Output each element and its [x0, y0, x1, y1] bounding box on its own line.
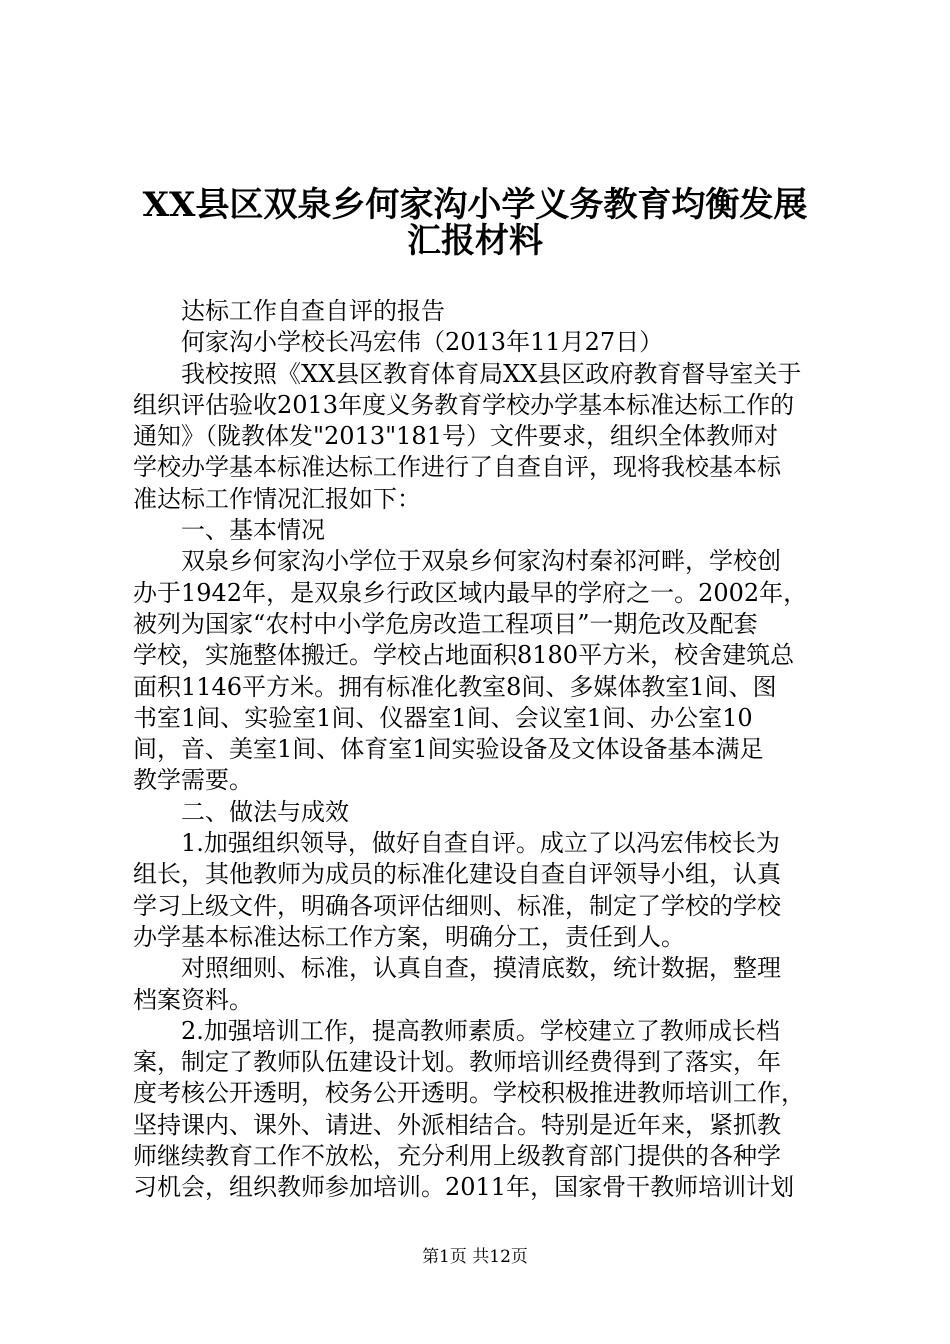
- body-line: 习机会，组织教师参加培训。2011年，国家骨干教师培训计划: [133, 1173, 795, 1202]
- body-line: 我校按照《XX县区教育体育局XX县区政府教育督导室关于: [181, 359, 802, 388]
- document-body: [133, 296, 835, 1204]
- body-line: 书室1间、实验室1间、仪器室1间、会议室1间、办公室10: [133, 703, 753, 732]
- body-line: 何家沟小学校长冯宏伟（2013年11月27日）: [181, 328, 664, 357]
- body-line: 1.加强组织领导，做好自查自评。成立了以冯宏伟校长为: [181, 829, 780, 858]
- body-line: 组织评估验收2013年度义务教育学校办学基本标准达标工作的: [133, 390, 795, 419]
- document-title-line-2: 汇报材料: [407, 221, 543, 261]
- body-line: 双泉乡何家沟小学位于双泉乡何家沟村秦祁河畔，学校创: [181, 547, 781, 576]
- body-line: 办学基本标准达标工作方案，明确分工，责任到人。: [133, 922, 685, 951]
- body-line: 坚持课内、课外、请进、外派相结合。特别是近年来，紧抓教: [133, 1110, 781, 1139]
- body-line: 对照细则、标准，认真自查，摸清底数，统计数据，整理: [181, 954, 781, 983]
- body-line: 2.加强培训工作，提高教师素质。学校建立了教师成长档: [181, 1016, 780, 1045]
- page-footer: 第1页 共12页: [422, 1247, 528, 1267]
- body-line: 间，音、美室1间、体育室1间实验设备及文体设备基本满足: [133, 735, 764, 764]
- body-line: 办于1942年，是双泉乡行政区域内最早的学府之一。2002年，: [133, 578, 808, 607]
- body-line: 面积1146平方米。拥有标准化教室8间、多媒体教室1间、图: [133, 672, 777, 701]
- section-heading: 一、基本情况: [181, 516, 325, 545]
- document-title-line-1: XX县区双泉乡何家沟小学义务教育均衡发展: [142, 185, 808, 225]
- body-line: 通知》（陇教体发"2013"181号）文件要求，组织全体教师对: [133, 422, 778, 451]
- body-line: 学校办学基本标准达标工作进行了自查自评，现将我校基本标: [133, 453, 781, 482]
- body-line: 案，制定了教师队伍建设计划。教师培训经费得到了落实，年: [133, 1048, 781, 1077]
- body-line: 组长，其他教师为成员的标准化建设自查自评领导小组，认真: [133, 860, 781, 889]
- body-line: 达标工作自查自评的报告: [181, 297, 445, 325]
- body-line: 学校，实施整体搬迁。学校占地面积8180平方米，校舍建筑总: [133, 641, 795, 670]
- body-line: 被列为国家“农村中小学危房改造工程项目”一期危改及配套: [133, 609, 758, 638]
- body-line: 档案资料。: [133, 985, 253, 1014]
- section-heading: 二、做法与成效: [181, 797, 349, 826]
- body-line: 准达标工作情况汇报如下：: [133, 484, 421, 513]
- body-line: 师继续教育工作不放松，充分利用上级教育部门提供的各种学: [133, 1142, 781, 1171]
- body-line: 教学需要。: [133, 766, 253, 795]
- body-line: 度考核公开透明，校务公开透明。学校积极推进教师培训工作，: [133, 1079, 805, 1108]
- body-line: 学习上级文件，明确各项评估细则、标准，制定了学校的学校: [133, 891, 781, 920]
